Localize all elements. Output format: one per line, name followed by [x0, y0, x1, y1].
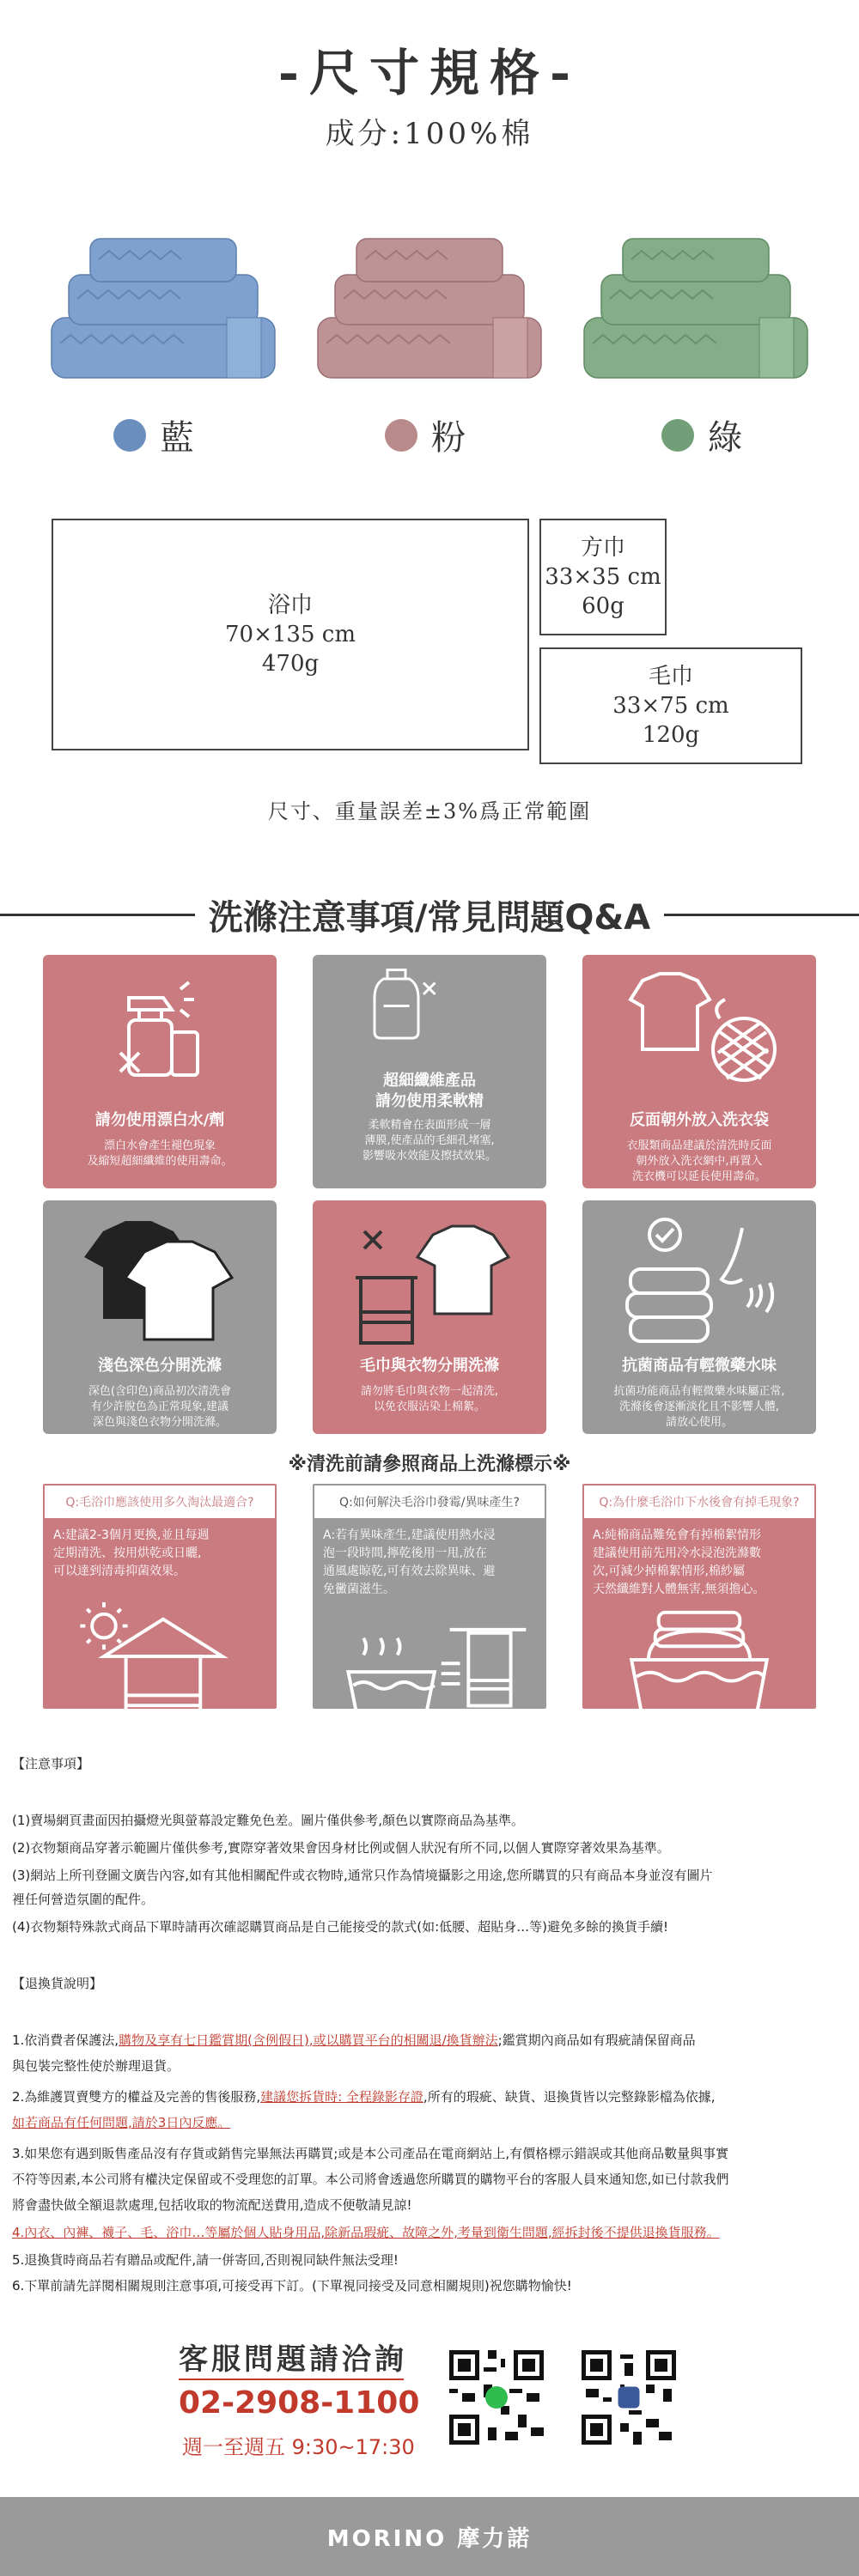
contact-divider: [179, 2379, 404, 2380]
size-box-square: [539, 519, 667, 635]
returns-line-6: 不符等因素,本公司將有權決定保留或不受理您的訂單。本公司將會透過您所購買的購物平台的客服人員來通知您,如已付款我們: [12, 2172, 729, 2187]
care-card-separate-towels: [313, 1200, 546, 1434]
care-card-no-softener: [313, 955, 546, 1188]
square-name: 方巾: [580, 535, 625, 561]
towel-and-shirt-icon: [313, 1209, 546, 1346]
pink-dot: [385, 419, 417, 452]
towel-stack-green: [576, 215, 816, 386]
returns-line-5: 3.如果您有遇到販售產品沒有存貨或銷售完畢無法再購買;或是本公司產品在電商網站上,有價格標示錯誤或其他商品數量與事實: [12, 2146, 729, 2161]
card-title: 抗菌商品有輕微藥水味: [622, 1357, 777, 1375]
green-dot: [661, 419, 694, 452]
contact-phone[interactable]: 02-2908-1100: [179, 2385, 420, 2421]
returns-section: [12, 1975, 847, 2318]
returns-line-8: 4.內衣、內褲、襪子、毛、浴巾…等屬於個人貼身用品,除新品瑕疵、故障之外,考量到衛生問題,經拆封後不提供退換貨服務。: [12, 2225, 720, 2240]
card-title: 毛巾與衣物分開洗滌: [360, 1357, 499, 1375]
qa-question: Q:為什麼毛浴巾下水後會有掉毛現象?: [584, 1485, 814, 1520]
card-desc: 柔軟精會在表面形成一層 薄膜,使產品的毛細孔堵塞, 影響吸水效能及擦拭效果。: [362, 1119, 497, 1163]
notes-item-3: (3)網站上所刊登圖文廣告內容,如有其他相關配件或衣物時,通常只作為情境攝影之用途,您所購買的只有商品本身並沒有圖片: [12, 1868, 713, 1883]
bath-dim: 70×135 cm: [225, 622, 356, 647]
qa-answer: A:若有異味產生,建議使用熱水浸 泡一段時間,擰乾後用一甩,放在 通風處晾乾,可有效去除異味、避 免黴菌滋生。: [323, 1528, 496, 1596]
tolerance-note: 尺寸、重量誤差±3%爲正常範圍: [267, 799, 592, 823]
returns-line-2: 與包裝完整性使於辦理退貨。: [12, 2058, 180, 2074]
qa-question: Q:如何解決毛浴巾發霉/異味產生?: [314, 1485, 545, 1520]
face-dim: 33×75 cm: [612, 693, 729, 719]
title-rule-left: [0, 914, 195, 916]
card-desc: 漂白水會產生褪色現象 及縮短超細纖維的使用壽命。: [87, 1139, 233, 1168]
soak-hang-icon: [314, 1621, 545, 1757]
notes-item-4: (4)衣物類特殊款式商品下單時請再次確認購買商品是自己能接受的款式(如:低腰、超貼身…等)避免多餘的換貨手續!: [12, 1919, 669, 1935]
returns-line-1: 1.依消費者保護法,購物及享有七日鑑賞期(含例假日),或以購買平台的相關退/換貨辦法;鑑賞期內商品如有瑕疵請保留商品: [12, 2032, 696, 2048]
card-desc: 抗菌功能商品有輕微藥水味屬正常, 洗滌後會逐漸淡化且不影響人體, 請放心使用。: [613, 1385, 785, 1429]
qa-answer: A:建議2-3個月更換,並且每週 定期清洗、按用烘乾或日曬, 可以達到清毒抑菌效果。: [53, 1528, 210, 1578]
color-swatch-green: [661, 410, 742, 459]
returns-line-4: 如若商品有任何問題,請於3日內反應。: [12, 2115, 231, 2130]
bath-name: 浴巾: [267, 592, 313, 618]
blue-dot: [113, 419, 146, 452]
card-title: 淺色深色分開洗滌: [98, 1357, 222, 1375]
care-card-laundry-bag: [582, 955, 816, 1188]
color-swatch-blue: [113, 410, 194, 459]
size-box-face: [539, 647, 802, 764]
qa-body: [584, 1520, 814, 1707]
detergent-bottle-icon: [313, 963, 488, 1066]
qa-box-replace: [43, 1484, 277, 1709]
notes-heading: 【注意事項】: [12, 1756, 90, 1771]
towel-stack-pink: [309, 215, 550, 386]
qa-box-odor: [313, 1484, 546, 1709]
qa-box-shedding: [582, 1484, 816, 1709]
notes-item-2: (2)衣物類商品穿著示範圖片僅供參考,實際穿著效果會因身材比例或個人狀況有所不同,以個人實際穿著效果為基準。: [12, 1840, 670, 1856]
care-card-separate-colors: [43, 1200, 277, 1434]
laundry-bag-icon: [582, 963, 816, 1101]
returns-heading: 【退換貨說明】: [12, 1976, 103, 1991]
returns-line-10: 6.下單前請先詳閱相關規則注意事項,可接受再下訂。(下單視同接受及同意相關規則)祝您購物愉快!: [12, 2278, 572, 2293]
towel-stack-blue: [43, 215, 283, 386]
card-desc: 衣服類商品建議於清洗時反面 朝外放入洗衣網中,再置入 洗衣機可以延長使用壽命。: [626, 1139, 772, 1183]
care-title-text: 洗滌注意事項/常見問題Q&A: [208, 897, 651, 938]
care-card-no-bleach: [43, 955, 277, 1188]
footer-brand: MORINO 摩力諾: [0, 2497, 859, 2576]
returns-line-9: 5.退換貨時商品若有贈品或配件,請一併寄回,否則視同缺件無法受理!: [12, 2252, 399, 2268]
face-name: 毛巾: [648, 664, 693, 690]
line-icon: [485, 2386, 508, 2409]
square-weight: 60g: [582, 593, 624, 619]
qa-body: [45, 1520, 275, 1707]
facebook-qr-code[interactable]: [577, 2346, 680, 2449]
returns-line-3: 2.為維護買賣雙方的權益及完善的售後服務,建議您拆貨時: 全程錄影存證,所有的瑕疵、缺貨、退換貨皆以完整錄影檔為依據,: [12, 2089, 716, 2105]
care-card-antibacterial: [582, 1200, 816, 1434]
care-title: [0, 884, 859, 945]
material-label: 成分:100%棉: [325, 117, 534, 151]
returns-line-7: 將會盡快做全額退款處理,包括收取的物流配送費用,造成不便敬請見諒!: [12, 2197, 412, 2213]
card-title: 超細纖維產品 請勿使用柔軟精: [375, 1072, 484, 1110]
color-swatch-pink: [385, 410, 466, 459]
size-box-bath: [52, 519, 529, 750]
color-label-green: 綠: [708, 418, 742, 458]
card-desc: 請勿將毛巾與衣物一起清洗, 以免衣服沾染上棉絮。: [360, 1385, 499, 1413]
line-qr-code[interactable]: [445, 2346, 548, 2449]
card-desc: 深色(含印色)商品初次清洗會 有少許脫色為正常現象,建議 深色與淺色衣物分開洗滌。: [88, 1385, 232, 1429]
sun-towel-icon: [45, 1602, 275, 1738]
spec-title: -尺寸規格-: [277, 44, 582, 102]
facebook-icon: [618, 2387, 640, 2409]
basin-towels-icon: [584, 1602, 814, 1738]
title-rule-right: [664, 914, 859, 916]
qa-answer: A:純棉商品難免會有掉棉絮情形 建議使用前先用冷水浸泡洗滌數 次,可減少掉棉絮情形,棉紗屬 天然纖維對人體無害,無須擔心。: [593, 1528, 765, 1596]
card-title: 反面朝外放入洗衣袋: [630, 1111, 769, 1129]
face-weight: 120g: [642, 722, 700, 748]
notes-item-3-cont: 裡任何營造氛圍的配件。: [12, 1892, 155, 1907]
qa-body: [314, 1520, 545, 1707]
folded-towels-check-icon: [582, 1209, 816, 1346]
spray-bottle-icon: [43, 963, 277, 1101]
square-dim: 33×35 cm: [545, 564, 661, 590]
contact-hours: 週一至週五 9:30~17:30: [182, 2435, 415, 2459]
notes-item-1: (1)賣場網頁畫面因拍攝燈光與螢幕設定難免色差。圖片僅供參考,顏色以實際商品為基準。: [12, 1813, 525, 1828]
qa-question: Q:毛浴巾應該使用多久淘汰最適合?: [45, 1485, 275, 1520]
bath-weight: 470g: [261, 651, 320, 677]
wash-label-notice: ※清洗前請參照商品上洗滌標示※: [288, 1454, 571, 1475]
notes-section: [12, 1755, 847, 1935]
card-title: 請勿使用漂白水/劑: [94, 1111, 225, 1129]
color-label-blue: 藍: [160, 418, 194, 458]
shirts-icon: [43, 1209, 277, 1346]
color-label-pink: 粉: [431, 418, 466, 458]
contact-title: 客服問題請洽詢: [179, 2342, 407, 2377]
